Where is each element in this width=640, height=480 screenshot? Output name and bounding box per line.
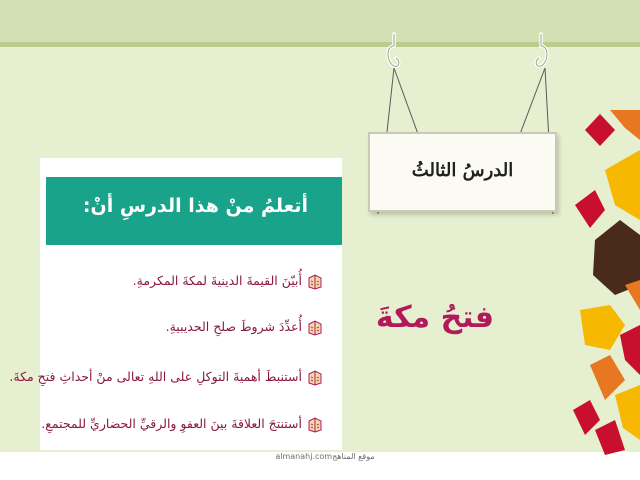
objectives-heading: أتعلمُ منْ هذا الدرسِ أنْ: <box>82 195 308 217</box>
objective-text: أستنتجَ العلاقةَ بينَ العفوِ والرقيِّ الحضاريِّ للمجتمعِ. <box>41 416 302 431</box>
book-bullet-icon <box>308 417 322 433</box>
objective-item <box>41 413 324 441</box>
book-bullet-icon <box>308 320 322 336</box>
islamic-star-ornament <box>565 110 640 455</box>
objective-text: أُعدِّدَ شروطَ صلحِ الحديبيةِ. <box>165 319 302 334</box>
objective-item <box>9 366 324 394</box>
book-bullet-icon <box>308 274 322 290</box>
hanger-hook-icon <box>533 32 553 72</box>
lesson-number-label: الدرسُ الثالثُ <box>411 160 514 181</box>
objective-text: أُبيّنَ القيمةَ الدينيةَ لمكةَ المكرمةِ. <box>132 273 302 288</box>
objective-text: أستنبطَ أهميةَ التوكلِ على اللهِ تعالى منْ أحداثِ فتحِ مكةَ. <box>9 369 302 384</box>
footer-credit: almanahj.comموقع المناهج <box>275 452 375 461</box>
hanger-hook-icon <box>382 32 402 72</box>
book-bullet-icon <box>308 370 322 386</box>
objective-item <box>80 316 324 344</box>
objective-item <box>80 270 324 298</box>
objectives-header <box>46 177 342 245</box>
lesson-number-sign <box>368 132 557 212</box>
lesson-title: فتحُ مكةَ <box>375 300 495 335</box>
